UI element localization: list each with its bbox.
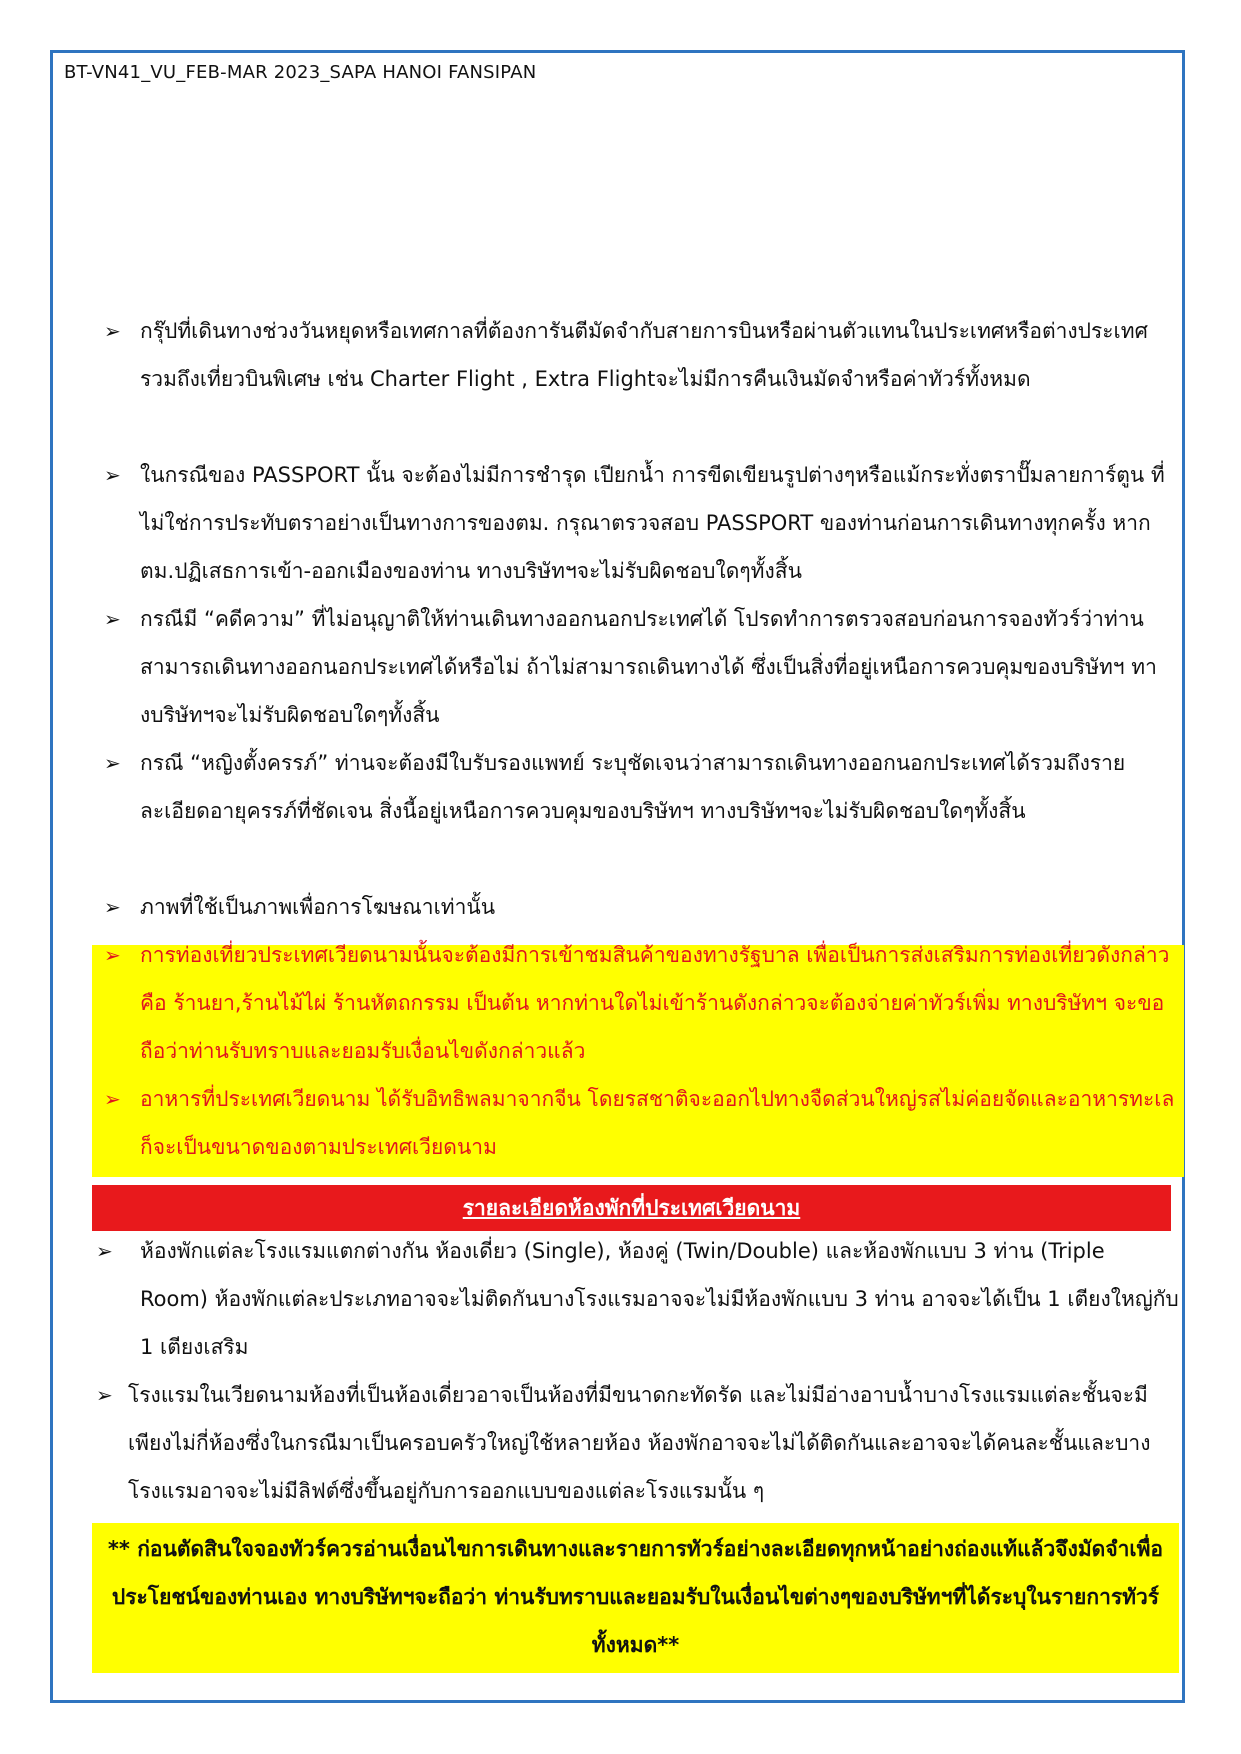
condition-text: ในกรณีของ PASSPORT นั้น จะต้องไม่มีการชำรุด เปียกน้ำ การขีดเขียนรูปต่างๆหรือแม้กระทั่งตราปั๊มลายการ์ตูน ที่ไม่ใช่การประทับตราอย่างเป็นทางการของตม. กรุณาตรวจสอบ PASSPORT ของท่านก่อนการเดินทางทุกครั้ง หาก ตม.ปฏิเสธการเข้า-ออกเมืองของท่าน ทางบริษัทฯจะไม่รับผิดชอบใดๆทั้งสิ้น xyxy=(140,463,1165,583)
bullet-arrow-icon: ➢ xyxy=(104,751,121,775)
document-code: BT-VN41_VU_FEB-MAR 2023_SAPA HANOI FANSIPAN xyxy=(64,62,537,83)
condition-lawsuit xyxy=(104,595,1179,739)
condition-deposit xyxy=(104,307,1179,403)
bullet-arrow-icon: ➢ xyxy=(104,1087,121,1111)
highlight-text: อาหารที่ประเทศเวียดนาม ได้รับอิทธิพลมาจากจีน โดยรสชาติจะออกไปทางจืดส่วนใหญ่รสไม่ค่อยจัดและอาหารทะเลก็จะเป็นขนาดของตามประเทศเวียดนาม xyxy=(140,1087,1175,1159)
rooms-title: รายละเอียดห้องพักที่ประเทศเวียดนาม xyxy=(462,1196,801,1220)
condition-text: ภาพที่ใช้เป็นภาพเพื่อการโฆษณาเท่านั้น xyxy=(140,895,496,919)
bullet-arrow-icon: ➢ xyxy=(96,1239,113,1263)
condition-pregnancy xyxy=(104,739,1179,835)
notice-text: ** ก่อนตัดสินใจจองทัวร์ควรอ่านเงื่อนไขการเดินทางและรายการทัวร์อย่างละเอียดทุกหน้าอย่างถ่องแท้แล้วจึงมัดจำเพื่อประโยชน์ของท่านเอง ทางบริษัทฯจะถือว่า ท่านรับทราบและยอมรับในเงื่อนไขต่างๆของบริษัทฯที่ได้ระบุในรายการทัวร์ทั้งหมด** xyxy=(107,1537,1164,1657)
bullet-arrow-icon: ➢ xyxy=(104,607,121,631)
room-types xyxy=(96,1227,1179,1371)
bullet-arrow-icon: ➢ xyxy=(104,943,121,967)
room-text: โรงแรมในเวียดนามห้องที่เป็นห้องเดี่ยวอาจเป็นห้องที่มีขนาดกะทัดรัด และไม่มีอ่างอาบน้ำบางโรงแรมแต่ละชั้นจะมี เพียงไม่กี่ห้องซึ่งในกรณีมาเป็นครอบครัวใหญ่ใช้หลายห้อง ห้องพักอาจจะไม่ได้ติดกันและอาจจะได้คนละชั้นและบาง โรงแรมอาจจะไม่มีลิฟต์ซึ่งขึ้นอยู่กับการออกแบบของแต่ละโรงแรมนั้น ๆ xyxy=(128,1383,1151,1503)
bullet-arrow-icon: ➢ xyxy=(96,1383,113,1407)
highlight-shopping xyxy=(104,931,1179,1075)
bullet-arrow-icon: ➢ xyxy=(104,463,121,487)
highlight-text: การท่องเที่ยวประเทศเวียดนามนั้นจะต้องมีการเข้าชมสินค้าของทางรัฐบาล เพื่อเป็นการส่งเสริมการท่องเที่ยวดังกล่าว คือ ร้านยา,ร้านไม้ไผ่ ร้านหัตถกรรม เป็นต้น หากท่านใดไม่เข้าร้านดังกล่าวจะต้องจ่ายค่าทัวร์เพิ่ม ทางบริษัทฯ จะขอถือว่าท่านรับทราบและยอมรับเงื่อนไขดังกล่าวแล้ว xyxy=(140,943,1170,1063)
highlight-food xyxy=(104,1075,1179,1171)
room-text: ห้องพักแต่ละโรงแรมแตกต่างกัน ห้องเดี่ยว (Single), ห้องคู่ (Twin/Double) และห้องพักแบบ 3 ท่าน (Triple Room) ห้องพักแต่ละประเภทอาจจะไม่ติดกันบางโรงแรมอาจจะไม่มีห้องพักแบบ 3 ท่าน อาจจะได้เป็น 1 เตียงใหญ่กับ 1 เตียงเสริม xyxy=(140,1239,1179,1359)
room-single-info xyxy=(96,1371,1179,1515)
bullet-arrow-icon: ➢ xyxy=(104,895,121,919)
condition-passport xyxy=(104,451,1179,595)
condition-text: กรณี “หญิงตั้งครรภ์” ท่านจะต้องมีใบรับรองแพทย์ ระบุชัดเจนว่าสามารถเดินทางออกนอกประเทศได้รวมถึงรายละเอียดอายุครรภ์ที่ชัดเจน สิ่งนี้อยู่เหนือการควบคุมของบริษัทฯ ทางบริษัทฯจะไม่รับผิดชอบใดๆทั้งสิ้น xyxy=(140,751,1126,823)
condition-text: กรุ๊ปที่เดินทางช่วงวันหยุดหรือเทศกาลที่ต้องการันตีมัดจำกับสายการบินหรือผ่านตัวแทนในประเทศหรือต่างประเทศ รวมถึงเที่ยวบินพิเศษ เช่น Charter Flight , Extra Flightจะไม่มีการคืนเงินมัดจำหรือค่าทัวร์ทั้งหมด xyxy=(140,319,1148,391)
bullet-arrow-icon: ➢ xyxy=(104,319,121,343)
condition-images xyxy=(104,883,1179,931)
condition-text: กรณีมี “คดีความ” ที่ไม่อนุญาติให้ท่านเดินทางออกนอกประเทศได้ โปรดทำการตรวจสอบก่อนการจองทัวร์ว่าท่านสามารถเดินทางออกนอกประเทศได้หรือไม่ ถ้าไม่สามารถเดินทางได้ ซึ่งเป็นสิ่งที่อยู่เหนือการควบคุมของบริษัทฯ ทางบริษัทฯจะไม่รับผิดชอบใดๆทั้งสิ้น xyxy=(140,607,1157,727)
